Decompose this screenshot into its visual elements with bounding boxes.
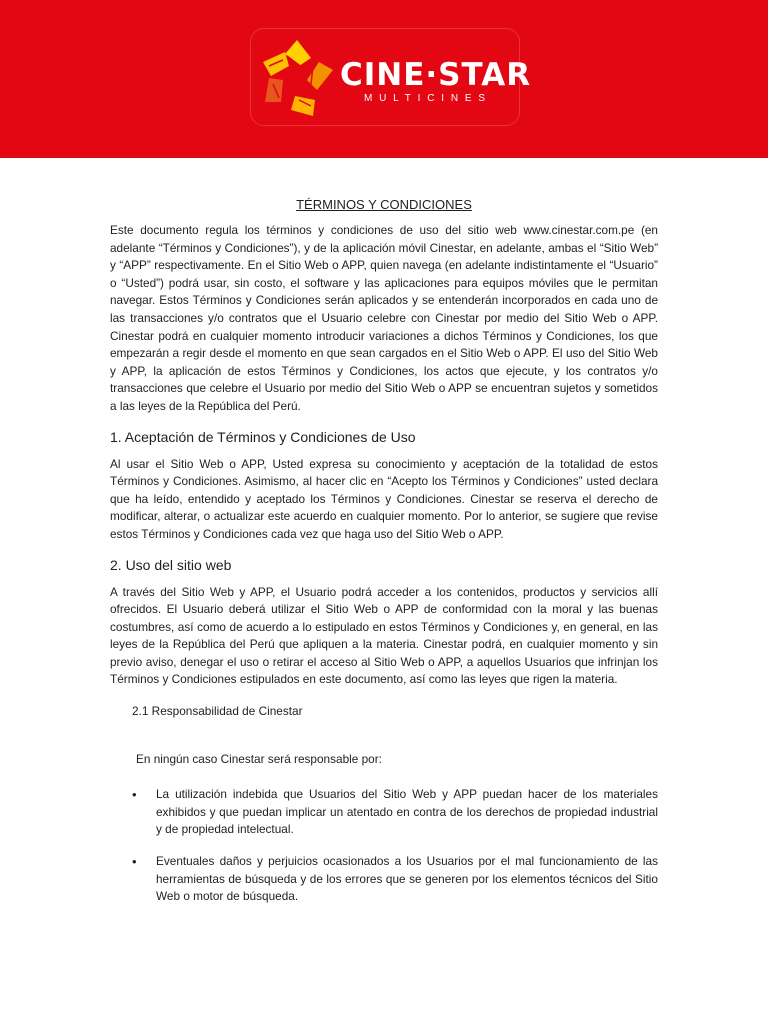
brand-subtitle: MULTICINES xyxy=(364,93,492,104)
document-title: TÉRMINOS Y CONDICIONES xyxy=(296,197,472,212)
intro-paragraph: Este documento regula los términos y condiciones de uso del sitio web www.cinestar.com.pe (en adelante “Términos y Condiciones”), y de la aplicación móvil Cinestar, en adelante, ambas el “Sitio Web” y “APP” respectivamente. En el Sitio Web o APP, quien navega (en adelante indistintamente el “Usuario” o “Usted”) podrá usar, sin costo, el software y las aplicaciones para equipos móviles que le permitan navegar. Estos Términos y Condiciones serán aplicados y se entenderán incorporados en cada uno de las transacciones y/o contratos que el Usuario celebre con Cinestar por medio del Sitio Web o APP. Cinestar podrá en cualquier momento introducir variaciones a dichos Términos y Condiciones, los que empezarán a regir desde el momento en que sean cargados en el Sitio Web o APP. El uso del Sitio Web y APP, la aplicación de estos Términos y Condiciones, los actos que ejecute, y los contratos y/o transacciones que celebre el Usuario por medio del Sitio Web o APP se encuentran sujetos y sometidos a las leyes de la República del Perú. xyxy=(110,223,658,413)
document-body xyxy=(110,196,658,920)
subsection-2-1-title: 2.1 Responsabilidad de Cinestar xyxy=(132,704,303,719)
section-1-title: 1. Aceptación de Términos y Condiciones de Uso xyxy=(110,428,416,445)
section-1-body: Al usar el Sitio Web o APP, Usted expresa su conocimiento y aceptación de la totalidad de estos Términos y Condiciones. Asimismo, al hacer clic en “Acepto los Términos y Condiciones” usted declara que ha leído, entendido y aceptado los Términos y Condiciones. Cinestar se reserva el derecho de modificar, alterar, o actualizar este acuerdo en cualquier momento. Por lo anterior, se sugiere que revise estos Términos y Condiciones cada vez que haga uso del Sitio Web o APP. xyxy=(110,456,658,541)
bullet-icon: • xyxy=(132,787,137,803)
subsection-lead: En ningún caso Cinestar será responsable por: xyxy=(136,751,382,766)
cinestar-star-icon xyxy=(255,36,339,120)
star-emblem xyxy=(263,40,333,116)
list-item-text: La utilización indebida que Usuarios del Sitio Web y APP puedan hacer de los materiales exhibidos y que puedan implicar un atentado en contra de los derechos de propiedad industrial y de propiedad intelectual. xyxy=(156,787,658,837)
list-item xyxy=(110,786,658,839)
list-item-text: Eventuales daños y perjuicios ocasionados a los Usuarios por el mal funcionamiento de las herramientas de búsqueda y de los errores que se generen por los elementos técnicos del Sitio Web o motor de búsqueda. xyxy=(156,854,658,904)
section-2-body: A través del Sitio Web y APP, el Usuario podrá acceder a los contenidos, productos y servicios allí ofrecidos. El Usuario deberá utilizar el Sitio Web o APP de conformidad con la moral y las buenas costumbres, así como de acuerdo a lo estipulado en estos Términos y Condiciones y, en general, en las leyes de la República del Perú que apliquen a la materia. Cinestar podrá, en cualquier momento y sin previo aviso, denegar el uso o retirar el acceso al Sitio Web o APP, a aquellos Usuarios que infrinjan los Términos y Condiciones estipulados en este documento, así como las leyes que rigen la materia. xyxy=(110,584,658,687)
list-item xyxy=(110,853,658,906)
section-2-title: 2. Uso del sitio web xyxy=(110,556,232,573)
responsibility-list xyxy=(110,786,658,906)
header-banner xyxy=(0,0,768,158)
brand-name: CINE·STAR xyxy=(340,57,532,93)
bullet-icon: • xyxy=(132,854,137,870)
